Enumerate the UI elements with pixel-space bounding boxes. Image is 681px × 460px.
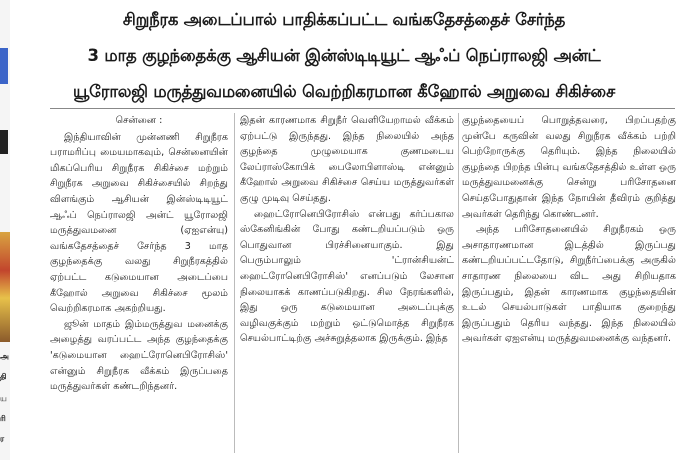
headline-line-1: சிறுநீரக அடைப்பால் பாதிக்கப்பட்ட வங்கதேசத்தைச் சேர்ந்த [122, 10, 566, 29]
headline-line-3: யூரோலஜி மருத்துவமனையில் வெற்றிகரமான கீஹோல் அறுவை சிகிச்சை [72, 82, 616, 101]
paragraph: குழந்தையைப் பொறுத்தவரை, பிறப்பதற்கு முன்பே கருவின் வலது சிறுநீரக வீக்கம் பற்றி பெற்றோருக்கு தெரியும். இந்த நிலையில் குழந்தை பிறந்த பின்பு வங்கதேசத்தில் உள்ள ஒரு மருத்துவமனைக்கு சென்று பரிசோதனை செய்தபோதுதான் இந்த நோயின் தீவிரம் குறித்து அவர்கள் தெரிந்து கொண்டனர். [462, 115, 676, 220]
column-divider [458, 113, 459, 453]
article-headline [14, 2, 674, 110]
adjacent-blue-block [0, 48, 8, 84]
article-column-3 [462, 113, 676, 347]
column-divider [234, 113, 235, 453]
paragraph: அந்த பரிசோதனையில் சிறுநீரகம் ஒரு அசாதாரணமான இடத்தில் இருப்பது கண்டறியப்பட்டதோடு, சிறுநீர்ப்பைக்கு அருகில் சாதாரண நிலையை விட அது சிறியதாக இருப்பதும், இதன் காரணமாக குழந்தையின் உடல் செயல்பாடுகள் பாதியாக குறைந்து இருப்பதும் தெரிய வந்தது. இந்த நிலையில் அவர்கள் ஏஐஎன்யு மருத்துவமனைக்கு வந்தனர். [462, 224, 676, 345]
article-column-1 [50, 113, 228, 395]
headline-divider [50, 108, 675, 109]
adjacent-text-fragment: ர [0, 434, 5, 443]
adjacent-text-fragment: அ [0, 352, 9, 361]
paragraph: ஹைட்ரோனெபிரோசிஸ் என்பது கர்ப்பகால ஸ்கேனிங்கின் போது கண்டறியப்படும் ஒரு பொதுவான பிரச்சினையாகும். இது பெரும்பாலும் 'ட்ரான்சியன்ட் ஹைட்ரோனெபிரோசிஸ்' எனப்படும் லேசான நிலையாகக் காணப்படுகிறது. சில நேரங்களில், இது ஒரு கடுமையான அடைப்புக்கு வழிவகுக்கும் மற்றும் ஒட்டுமொத்த சிறுநீரக செயல்பாட்டிற்கு அச்சுறுத்தலாக இருக்கும். இந்த [240, 208, 454, 345]
article-column-2 [240, 113, 454, 347]
dateline: சென்னை : [115, 115, 163, 126]
adjacent-text-fragment: தி [0, 372, 7, 381]
adjacent-article-strip [0, 0, 10, 460]
paragraph: ஜூன் மாதம் இம்மருத்துவ மனைக்கு அழைத்து வரப்பட்ட அந்த குழந்தைக்கு 'கடுமையான ஹைட்ரோனெபிரோசிஸ்' என்னும் சிறுநீரக வீக்கம் இருப்பதை மருத்துவர்கள் கண்டறிந்தனர். [50, 318, 228, 393]
adjacent-dark-block [0, 130, 8, 154]
paragraph: இதன் காரணமாக சிறுநீர் வெளியேறாமல் வீக்கம் ஏற்பட்டு இருந்தது. இந்த நிலையில் அந்த குழந்தை முழுமையாக குணமடைய லேப்ராஸ்கோபிக் பைலோபிளாஸ்டி என்னும் கீஹோல் அறுவை சிகிச்சை செய்ய மருத்துவர்கள் குழு முடிவு செய்தது. [240, 115, 454, 204]
adjacent-text-fragment: ய [0, 394, 7, 403]
adjacent-text-fragment: ரி [0, 414, 6, 423]
adjacent-photo-fragment [0, 232, 10, 342]
paragraph: இந்தியாவின் முன்னணி சிறுநீரக பராமரிப்பு மையமாகவும், சென்னையின் மிகப்பெரிய சிறுநீரக சிகிச்சை மற்றும் சிறுநீரக அறுவை சிகிச்சையில் சிறந்து விளங்கும் ஆசியன் இன்ஸ்டிடியூட் ஆஃப் நெப்ராலஜி அன்ட் யூரோலஜி மருத்துவமனை (ஏஐஎன்யு) வங்கதேசத்தைச் சேர்ந்த 3 மாத குழந்தைக்கு வலது சிறுநீரகத்தில் ஏற்பட்ட கடுமையான அடைப்பை கீஹோல் அறுவை சிகிச்சை மூலம் வெற்றிகரமாக அகற்றியது. [50, 131, 228, 315]
headline-line-2: 3 மாத குழந்தைக்கு ஆசியன் இன்ஸ்டிடியூட் ஆஃப் நெப்ராலஜி அன்ட் [87, 46, 601, 65]
